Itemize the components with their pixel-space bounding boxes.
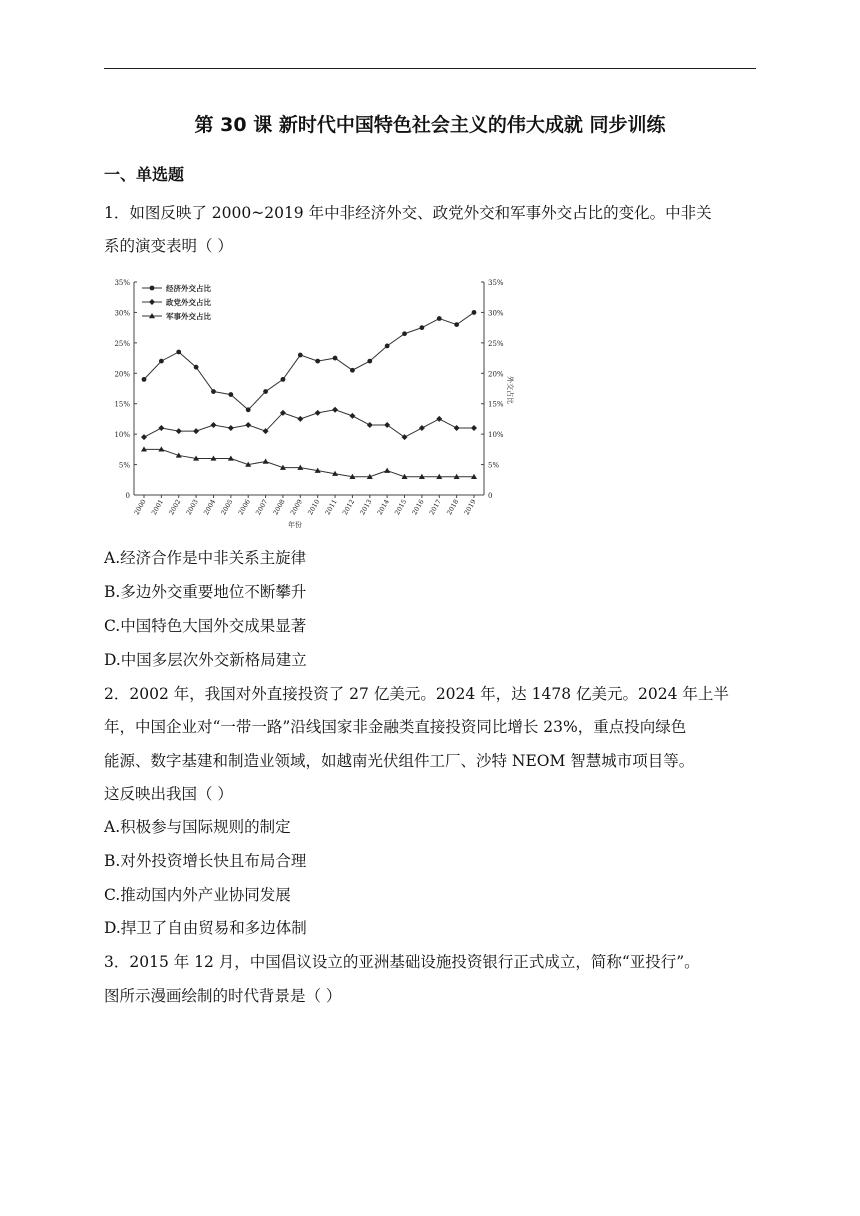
page-title: 第 30 课 新时代中国特色社会主义的伟大成就 同步训练 <box>194 114 666 136</box>
y-tick-label-right: 20% <box>488 370 504 379</box>
data-point <box>419 425 425 431</box>
question-3-line-1: 3．2015 年 12 月，中国倡议设立的亚洲基础设施投资银行正式成立，简称“亚投行”。 <box>104 953 700 971</box>
question-1-option-c[interactable]: C.中国特色大国外交成果显著 <box>104 617 307 635</box>
x-tick-label: 2003 <box>184 498 200 517</box>
data-point <box>367 359 372 364</box>
x-tick-label: 2015 <box>393 498 409 517</box>
data-point <box>142 377 147 382</box>
x-tick-label: 2017 <box>427 498 443 517</box>
y-tick-label-right: 0 <box>488 492 493 500</box>
data-point <box>297 416 303 422</box>
x-tick-label: 2009 <box>288 498 305 517</box>
question-2-option-b[interactable]: B.对外投资增长快且布局合理 <box>104 852 307 870</box>
question-2-line-2: 年，中国企业对“一带一路”沿线国家非金融类直接投资同比增长 23%，重点投向绿色 <box>104 718 687 736</box>
x-tick-label: 2006 <box>236 498 252 517</box>
question-1-line-1: 1．如图反映了 2000~2019 年中非经济外交、政党外交和军事外交占比的变化。中非关 <box>104 204 712 222</box>
data-point <box>245 422 251 428</box>
y-tick-label-left: 5% <box>118 461 130 470</box>
data-point <box>228 425 234 431</box>
question-3-line-2: 图所示漫画绘制的时代背景是（ ） <box>104 987 342 1005</box>
data-point <box>281 377 286 382</box>
data-point <box>454 425 460 431</box>
x-axis-label: 年份 <box>288 521 302 529</box>
data-point <box>402 434 408 440</box>
question-1-line-2: 系的演变表明（ ） <box>104 237 233 255</box>
y-tick-label-left: 15% <box>114 400 130 409</box>
question-1-option-a[interactable]: A.经济合作是中非关系主旋律 <box>104 549 307 567</box>
data-point <box>159 359 164 364</box>
data-point <box>367 422 373 428</box>
data-point <box>263 459 269 464</box>
x-tick-label: 2012 <box>340 498 357 517</box>
data-point <box>246 407 251 412</box>
x-tick-label: 2004 <box>202 498 218 517</box>
legend-marker <box>149 299 155 305</box>
question-2-option-d[interactable]: D.捍卫了自由贸易和多边体制 <box>104 919 307 937</box>
y-tick-label-right: 5% <box>488 461 500 470</box>
x-tick-label: 2000 <box>132 498 148 517</box>
x-tick-label: 2011 <box>323 498 339 517</box>
y-tick-label-left: 0 <box>125 492 130 500</box>
x-tick-label: 2013 <box>358 498 374 517</box>
data-point <box>350 368 355 373</box>
y-tick-label-left: 30% <box>114 309 130 318</box>
legend-label: 军事外交占比 <box>166 312 211 321</box>
data-point <box>384 468 390 473</box>
header-rule <box>104 68 756 69</box>
data-point <box>211 389 216 394</box>
data-point <box>194 365 199 370</box>
data-point <box>385 344 390 349</box>
y-tick-label-left: 25% <box>114 339 130 348</box>
y-tick-label-left: 10% <box>114 431 130 440</box>
x-tick-label: 2016 <box>410 498 426 517</box>
data-point <box>333 356 338 361</box>
question-2-line-4: 这反映出我国（ ） <box>104 785 233 803</box>
x-tick-label: 2010 <box>306 498 322 517</box>
data-point <box>298 353 303 358</box>
y-axis-label: 外交占比 <box>506 376 514 404</box>
y-tick-label-right: 30% <box>488 309 504 318</box>
x-tick-label: 2005 <box>219 498 235 517</box>
series-line <box>144 449 474 476</box>
data-point <box>419 325 424 330</box>
y-tick-label-right: 35% <box>488 279 504 287</box>
data-point <box>384 422 390 428</box>
x-tick-label: 2002 <box>167 498 183 517</box>
x-tick-label: 2008 <box>271 498 287 517</box>
legend-label: 经济外交占比 <box>166 284 211 293</box>
data-point <box>176 350 181 355</box>
diplomacy-share-line-chart <box>112 270 520 530</box>
data-point <box>315 410 321 416</box>
data-point <box>472 310 477 315</box>
data-point <box>141 434 147 440</box>
data-point <box>193 428 199 434</box>
question-1-option-d[interactable]: D.中国多层次外交新格局建立 <box>104 651 307 669</box>
section-heading: 一、单选题 <box>104 165 185 184</box>
legend-label: 政党外交占比 <box>166 298 211 307</box>
y-tick-label-left: 35% <box>114 279 130 287</box>
legend-marker <box>150 286 155 291</box>
x-tick-label: 2014 <box>375 498 391 517</box>
data-point <box>332 407 338 413</box>
data-point <box>437 316 442 321</box>
y-tick-label-right: 10% <box>488 431 504 440</box>
question-2-option-c[interactable]: C.推动国内外产业协同发展 <box>104 886 291 904</box>
y-tick-label-left: 20% <box>114 370 130 379</box>
x-tick-label: 2007 <box>254 498 270 517</box>
data-point <box>471 425 477 431</box>
question-2-option-a[interactable]: A.积极参与国际规则的制定 <box>104 818 291 836</box>
series-line <box>144 410 474 437</box>
y-tick-label-right: 15% <box>488 400 504 409</box>
data-point <box>176 428 182 434</box>
question-2-line-3: 能源、数字基建和制造业领域，如越南光伏组件工厂、沙特 NEOM 智慧城市项目等。 <box>104 752 695 770</box>
data-point <box>454 322 459 327</box>
data-point <box>315 359 320 364</box>
data-point <box>402 331 407 336</box>
question-1-option-b[interactable]: B.多边外交重要地位不断攀升 <box>104 583 307 601</box>
question-2-line-1: 2．2002 年，我国对外直接投资了 27 亿美元。2024 年，达 1478 亿美元。2024 年上半 <box>104 685 729 703</box>
data-point <box>158 425 164 431</box>
data-point <box>436 416 442 422</box>
data-point <box>210 422 216 428</box>
y-tick-label-right: 25% <box>488 339 504 348</box>
x-tick-label: 2018 <box>445 498 461 517</box>
x-tick-label: 2001 <box>149 498 166 517</box>
data-point <box>263 389 268 394</box>
data-point <box>228 392 233 397</box>
series-line <box>144 312 474 409</box>
data-point <box>349 413 355 419</box>
x-tick-label: 2019 <box>462 498 478 517</box>
